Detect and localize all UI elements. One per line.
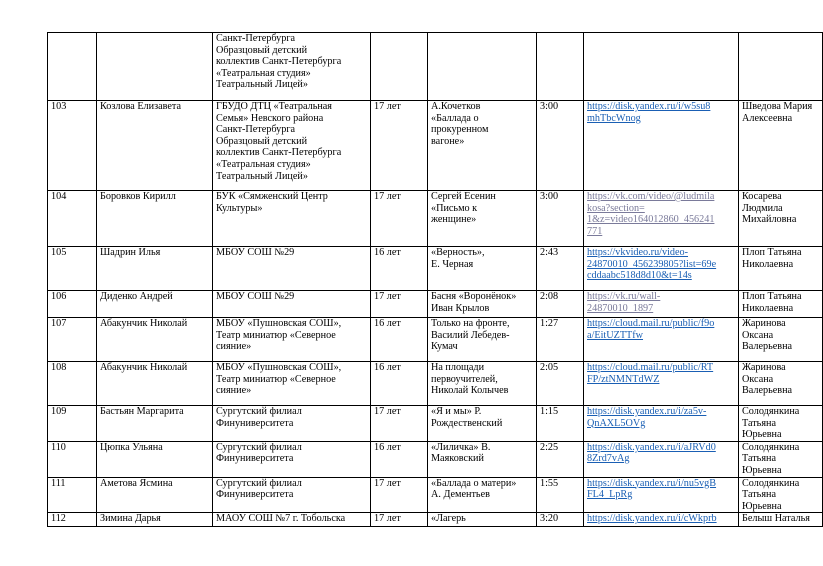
participant-name-cell-text: Абакунчик Николай <box>100 362 188 373</box>
duration-cell <box>537 406 584 442</box>
participant-name-cell <box>97 406 213 442</box>
duration-cell-text: 1:55 <box>540 477 559 489</box>
row-number-cell <box>48 318 97 362</box>
teacher-cell-text: Жаринова Оксана Валерьевна <box>742 362 793 397</box>
video-link[interactable] <box>584 247 739 291</box>
duration-cell <box>537 362 584 406</box>
video-link-text[interactable]: https://vkvideo.ru/video- 24870010_456239805?list=69e cddaabc518d8d10&t=14s <box>587 247 717 282</box>
table-row <box>48 477 823 513</box>
work-title-cell <box>428 406 537 442</box>
table-body <box>48 33 823 527</box>
duration-cell-text: 1:15 <box>540 406 559 417</box>
video-link[interactable] <box>584 362 739 406</box>
video-link[interactable] <box>584 513 739 527</box>
work-title-cell-text: «Я и мы» Р. Рождественский <box>431 406 503 429</box>
work-title-cell-text: На площади первоучителей, Николай Колычев <box>431 362 509 397</box>
duration-cell-text: 3:00 <box>540 101 559 112</box>
work-title-cell-text: А.Кочетков «Баллада о прокуренном вагоне» <box>431 101 489 147</box>
organization-cell <box>213 247 371 291</box>
age-cell <box>371 477 428 513</box>
teacher-cell-text: Шведова Мария Алексеевна <box>742 101 813 124</box>
row-number-cell <box>48 513 97 527</box>
participant-name-cell <box>97 441 213 477</box>
row-number-cell-text: 110 <box>51 441 66 453</box>
video-link-text[interactable]: https://disk.yandex.ru/i/cWkprb <box>587 513 717 525</box>
work-title-cell <box>428 513 537 527</box>
age-cell <box>371 513 428 527</box>
work-title-cell <box>428 362 537 406</box>
row-number-cell <box>48 406 97 442</box>
video-link[interactable] <box>584 406 739 442</box>
video-link[interactable] <box>584 191 739 247</box>
video-link-text[interactable]: https://cloud.mail.ru/public/f9o a/EitUZTTfw <box>587 318 715 341</box>
organization-cell <box>213 101 371 191</box>
work-title-cell <box>428 33 537 101</box>
organization-cell <box>213 33 371 101</box>
participants-table <box>47 32 823 527</box>
video-link-text[interactable]: https://disk.yandex.ru/i/za5v- QnAXL5OVg <box>587 406 707 429</box>
teacher-cell <box>739 362 823 406</box>
work-title-cell-text: Сергей Есенин «Письмо к женщине» <box>431 191 496 226</box>
organization-cell-text: БУК «Сямженский Центр Культуры» <box>216 191 328 214</box>
row-number-cell <box>48 191 97 247</box>
organization-cell-text: Сургутский филиал Финуниверситета <box>216 477 302 501</box>
age-cell-text: 17 лет <box>374 291 401 302</box>
age-cell-text: 16 лет <box>374 362 401 373</box>
age-cell <box>371 33 428 101</box>
video-link[interactable] <box>584 291 739 318</box>
table-row <box>48 101 823 191</box>
row-number-cell-text: 105 <box>51 247 67 258</box>
work-title-cell <box>428 318 537 362</box>
work-title-cell <box>428 191 537 247</box>
table-row <box>48 33 823 101</box>
teacher-cell-text: Плоп Татьяна Николаевна <box>742 247 802 270</box>
participant-name-cell <box>97 33 213 101</box>
participant-name-cell <box>97 477 213 513</box>
teacher-cell <box>739 441 823 477</box>
participant-name-cell <box>97 191 213 247</box>
participant-name-cell-text: Козлова Елизавета <box>100 101 182 112</box>
video-link-text[interactable]: https://disk.yandex.ru/i/w5su8 mhTbcWnog <box>587 101 711 124</box>
age-cell <box>371 247 428 291</box>
table-row <box>48 247 823 291</box>
table-row <box>48 191 823 247</box>
participant-name-cell-text: Шадрин Илья <box>100 247 161 258</box>
table-row <box>48 362 823 406</box>
duration-cell-text: 2:25 <box>540 441 559 453</box>
participant-name-cell <box>97 318 213 362</box>
table-row <box>48 441 823 477</box>
table-row <box>48 513 823 527</box>
video-link-text[interactable]: https://disk.yandex.ru/i/nu5vgB FL4_LpRg <box>587 477 717 501</box>
participant-name-cell <box>97 247 213 291</box>
organization-cell <box>213 291 371 318</box>
organization-cell <box>213 318 371 362</box>
row-number-cell <box>48 362 97 406</box>
work-title-cell-text: «Верность», Е. Черная <box>431 247 485 270</box>
row-number-cell-text: 111 <box>51 477 66 489</box>
work-title-cell <box>428 441 537 477</box>
age-cell <box>371 191 428 247</box>
video-link-text[interactable]: https://cloud.mail.ru/public/RT FP/ztNMNTdWZ <box>587 362 714 385</box>
participant-name-cell-text: Бастьян Маргарита <box>100 406 184 417</box>
teacher-cell <box>739 291 823 318</box>
duration-cell <box>537 513 584 527</box>
work-title-cell <box>428 101 537 191</box>
row-number-cell <box>48 441 97 477</box>
organization-cell <box>213 513 371 527</box>
participant-name-cell-text: Боровков Кирилл <box>100 191 176 202</box>
participant-name-cell <box>97 101 213 191</box>
table-row <box>48 291 823 318</box>
organization-cell <box>213 191 371 247</box>
duration-cell-text: 2:43 <box>540 247 559 258</box>
age-cell <box>371 101 428 191</box>
work-title-cell-text: Только на фронте, Василий Лебедев- Кумач <box>431 318 510 353</box>
duration-cell <box>537 191 584 247</box>
age-cell-text: 16 лет <box>374 441 401 453</box>
organization-cell-text: МБОУ «Пушновская СОШ», Театр миниатюр «Северное сияние» <box>216 362 342 397</box>
participant-name-cell-text: Аметова Ясмина <box>100 477 173 489</box>
duration-cell <box>537 101 584 191</box>
teacher-cell <box>739 33 823 101</box>
row-number-cell-text: 103 <box>51 101 67 112</box>
participant-name-cell <box>97 362 213 406</box>
organization-cell-text: МБОУ СОШ №29 <box>216 247 295 258</box>
row-number-cell <box>48 291 97 318</box>
duration-cell-text: 3:20 <box>540 513 559 525</box>
work-title-cell <box>428 477 537 513</box>
organization-cell-text: МАОУ СОШ №7 г. Тобольска <box>216 513 346 525</box>
organization-cell-text: МБОУ «Пушновская СОШ», Театр миниатюр «Северное сияние» <box>216 318 342 353</box>
duration-cell-text: 2:05 <box>540 362 559 373</box>
work-title-cell-text: «Баллада о матери» А. Дементьев <box>431 477 517 501</box>
row-number-cell-text: 104 <box>51 191 67 202</box>
duration-cell <box>537 318 584 362</box>
organization-cell <box>213 406 371 442</box>
video-link[interactable] <box>584 33 739 101</box>
age-cell-text: 17 лет <box>374 477 401 489</box>
work-title-cell-text: Басня «Воронёнок» Иван Крылов <box>431 291 517 314</box>
video-link-text[interactable]: https://vk.ru/wall- 24870010_1897 <box>587 291 661 314</box>
row-number-cell-text: 109 <box>51 406 67 417</box>
video-link[interactable] <box>584 477 739 513</box>
age-cell-text: 16 лет <box>374 247 401 258</box>
row-number-cell-text: 112 <box>51 513 66 525</box>
organization-cell-text: Сургутский филиал Финуниверситета <box>216 441 302 465</box>
organization-cell-text: ГБУДО ДТЦ «Театральная Семья» Невского района Санкт-Петербурга Образцовый детский коллектив Санкт-Петербурга «Театральная студия» Театральный Лицей» <box>216 101 342 182</box>
age-cell <box>371 362 428 406</box>
table-row <box>48 318 823 362</box>
teacher-cell <box>739 101 823 191</box>
duration-cell <box>537 291 584 318</box>
video-link[interactable] <box>584 441 739 477</box>
participant-name-cell <box>97 291 213 318</box>
row-number-cell-text: 107 <box>51 318 67 329</box>
participant-name-cell <box>97 513 213 527</box>
age-cell <box>371 318 428 362</box>
organization-cell-text: Сургутский филиал Финуниверситета <box>216 406 302 429</box>
participant-name-cell-text: Диденко Андрей <box>100 291 173 302</box>
participant-name-cell-text: Абакунчик Николай <box>100 318 188 329</box>
teacher-cell <box>739 477 823 513</box>
duration-cell-text: 2:08 <box>540 291 559 302</box>
teacher-cell <box>739 406 823 442</box>
age-cell-text: 17 лет <box>374 191 401 202</box>
teacher-cell-text: Плоп Татьяна Николаевна <box>742 291 802 314</box>
participant-name-cell-text: Зимина Дарья <box>100 513 161 525</box>
duration-cell-text: 3:00 <box>540 191 559 202</box>
age-cell-text: 17 лет <box>374 101 401 112</box>
age-cell-text: 17 лет <box>374 513 401 525</box>
organization-cell <box>213 477 371 513</box>
row-number-cell <box>48 33 97 101</box>
teacher-cell-text: Белыш Наталья <box>742 513 810 525</box>
video-link-text[interactable]: https://disk.yandex.ru/i/aJRVd0 8Zrd7vAg <box>587 441 716 465</box>
row-number-cell <box>48 101 97 191</box>
teacher-cell <box>739 318 823 362</box>
age-cell-text: 16 лет <box>374 318 401 329</box>
duration-cell <box>537 477 584 513</box>
work-title-cell <box>428 291 537 318</box>
age-cell <box>371 406 428 442</box>
teacher-cell-text: Жаринова Оксана Валерьевна <box>742 318 793 353</box>
age-cell <box>371 441 428 477</box>
duration-cell <box>537 247 584 291</box>
video-link-text[interactable]: https://vk.com/video/@ludmila kosa?section= 1&z=video164012860_456241 771 <box>587 191 715 237</box>
work-title-cell <box>428 247 537 291</box>
teacher-cell <box>739 247 823 291</box>
organization-cell <box>213 441 371 477</box>
row-number-cell-text: 106 <box>51 291 67 302</box>
duration-cell-text: 1:27 <box>540 318 559 329</box>
table-row <box>48 406 823 442</box>
duration-cell <box>537 33 584 101</box>
teacher-cell-text: Солодянкина Татьяна Юрьевна <box>742 406 800 441</box>
row-number-cell-text: 108 <box>51 362 67 373</box>
teacher-cell-text: Солодянкина Татьяна Юрьевна <box>742 477 800 512</box>
row-number-cell <box>48 247 97 291</box>
teacher-cell <box>739 513 823 527</box>
participant-name-cell-text: Цюпка Ульяна <box>100 441 163 453</box>
row-number-cell <box>48 477 97 513</box>
video-link[interactable] <box>584 101 739 191</box>
age-cell-text: 17 лет <box>374 406 401 417</box>
organization-cell <box>213 362 371 406</box>
duration-cell <box>537 441 584 477</box>
work-title-cell-text: «Лагерь <box>431 513 466 525</box>
organization-cell-text: МБОУ СОШ №29 <box>216 291 295 302</box>
teacher-cell <box>739 191 823 247</box>
teacher-cell-text: Косарева Людмила Михайловна <box>742 191 797 226</box>
teacher-cell-text: Солодянкина Татьяна Юрьевна <box>742 441 800 476</box>
work-title-cell-text: «Лиличка» В. Маяковский <box>431 441 491 465</box>
organization-cell-text: Санкт-Петербурга Образцовый детский коллектив Санкт-Петербурга «Театральная студия» Театральный Лицей» <box>216 33 342 91</box>
video-link[interactable] <box>584 318 739 362</box>
age-cell <box>371 291 428 318</box>
